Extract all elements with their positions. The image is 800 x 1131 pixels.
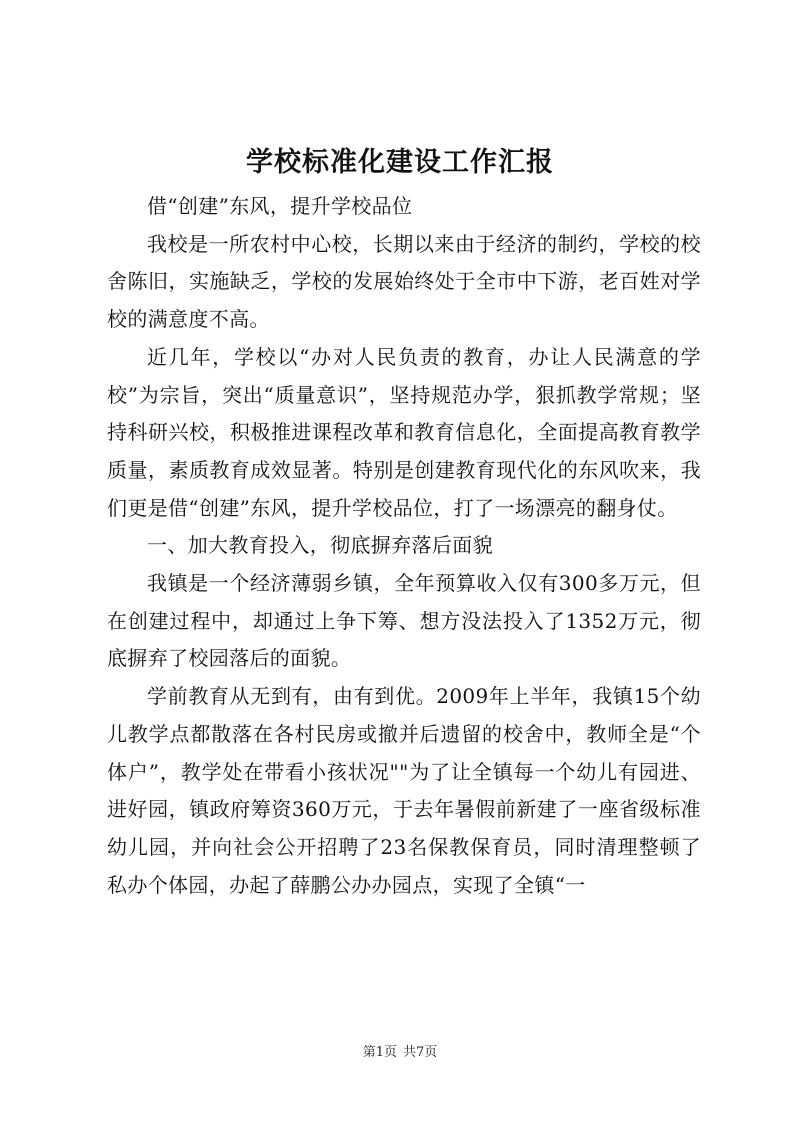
section-heading: 借“创建”东风，提升学校品位 [147,194,413,218]
document-title: 学校标准化建设工作汇报 [246,147,554,178]
document-body [107,188,701,904]
page-footer [0,1043,800,1063]
paragraph: 学前教育从无到有，由有到优。2009年上半年，我镇15个幼儿教学点都散落在各村民房或撤并后遗留的校舍中，教师全是“个体户”，教学处在带看小孩状况""为了让全镇每一个幼儿有园进、进好园，镇政府筹资360万元，于去年暑假前新建了一座省级标准幼儿园，并向社会公开招聘了23名保教保育员，同时清理整顿了私办个体园，办起了薛鹏公办办园点，实现了全镇“一 [107,684,701,897]
page-total: 共7页 [403,1045,438,1060]
section-heading: 一、加大教育投入，彻底摒弃落后面貌 [147,533,493,558]
page-number: 第1页 [362,1045,397,1060]
paragraph: 我校是一所农村中心校，长期以来由于经济的制约，学校的校舍陈旧，实施缺乏，学校的发展始终处于全市中下游，老百姓对学校的满意度不高。 [107,231,701,332]
paragraph: 我镇是一个经济薄弱乡镇，全年预算收入仅有300多万元，但在创建过程中，却通过上争下筹、想方没法投入了1352万元，彻底摒弃了校园落后的面貌。 [107,571,701,671]
paragraph: 近几年，学校以“办对人民负责的教育，办让人民满意的学校”为宗旨，突出“质量意识”，坚持规范办学，狠抓教学常规；坚持科研兴校，积极推进课程改革和教育信息化，全面提高教育教学质量，素质教育成效显著。特别是创建教育现代化的东风吹来，我们更是借“创建”东风，提升学校品位，打了一场漂亮的翻身仗。 [107,344,701,520]
